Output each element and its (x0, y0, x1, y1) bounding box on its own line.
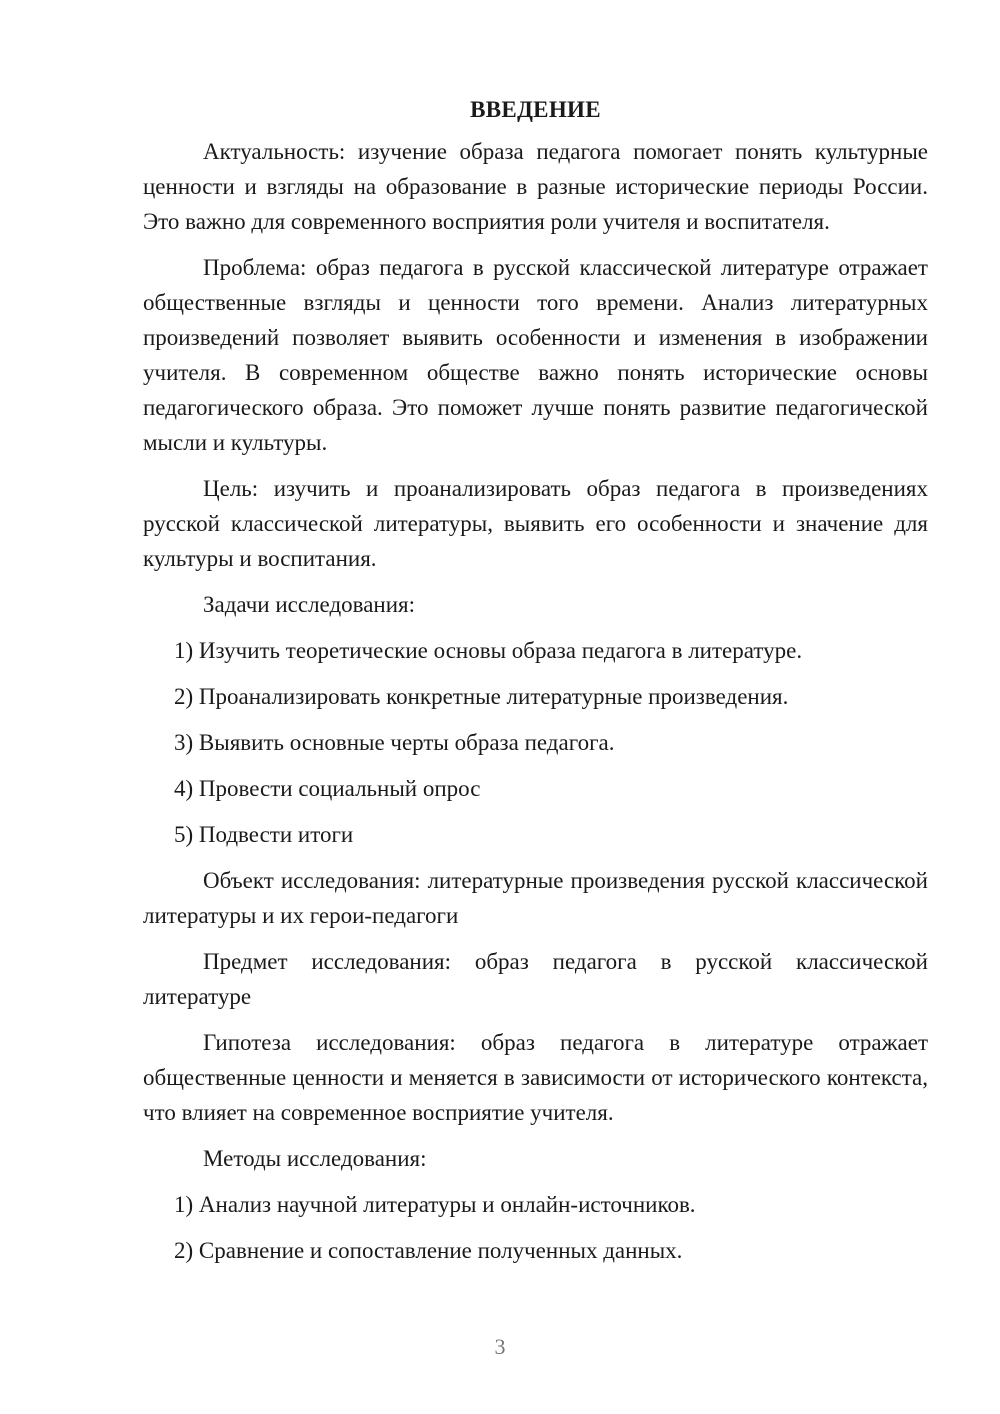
tasks-intro: Задачи исследования: (203, 592, 416, 617)
methods-intro: Методы исследования: (203, 1146, 427, 1171)
task-item-1: 1) Изучить теоретические основы образа педагога в литературе. (174, 638, 803, 663)
page-title: ВВЕДЕНИЕ (470, 97, 601, 122)
task-item-3: 3) Выявить основные черты образа педагога. (174, 730, 615, 755)
method-item-1: 1) Анализ научной литературы и онлайн-источников. (174, 1192, 696, 1217)
document-page (143, 92, 928, 1279)
goal-paragraph: Цель: изучить и проанализировать образ педагога в произведениях русской классической литературы, выявить его особенности и значение для культуры и воспитания. (143, 476, 928, 571)
method-item-2: 2) Сравнение и сопоставление полученных данных. (174, 1238, 683, 1263)
subject-paragraph: Предмет исследования: образ педагога в русской классической литературе (143, 949, 928, 1009)
task-item-5: 5) Подвести итоги (174, 822, 354, 847)
object-paragraph: Объект исследования: литературные произведения русской классической литературы и их герои-педагоги (143, 868, 928, 928)
task-item-2: 2) Проанализировать конкретные литературные произведения. (174, 684, 789, 709)
relevance-paragraph: Актуальность: изучение образа педагога помогает понять культурные ценности и взгляды на образование в разные исторические периоды России. Это важно для современного восприятия роли учителя и воспитателя. (143, 139, 928, 234)
hypothesis-paragraph: Гипотеза исследования: образ педагога в литературе отражает общественные ценности и меняется в зависимости от исторического контекста, что влияет на современное восприятие учителя. (143, 1030, 928, 1125)
page-number: 3 (494, 1334, 506, 1359)
problem-paragraph: Проблема: образ педагога в русской классической литературе отражает общественные взгляды и ценности того времени. Анализ литературных произведений позволяет выявить особенности и изменения в изображении учителя. В современном обществе важно понять исторические основы педагогического образа. Это поможет лучше понять развитие педагогической мысли и культуры. (143, 255, 928, 455)
task-item-4: 4) Провести социальный опрос (174, 776, 481, 801)
